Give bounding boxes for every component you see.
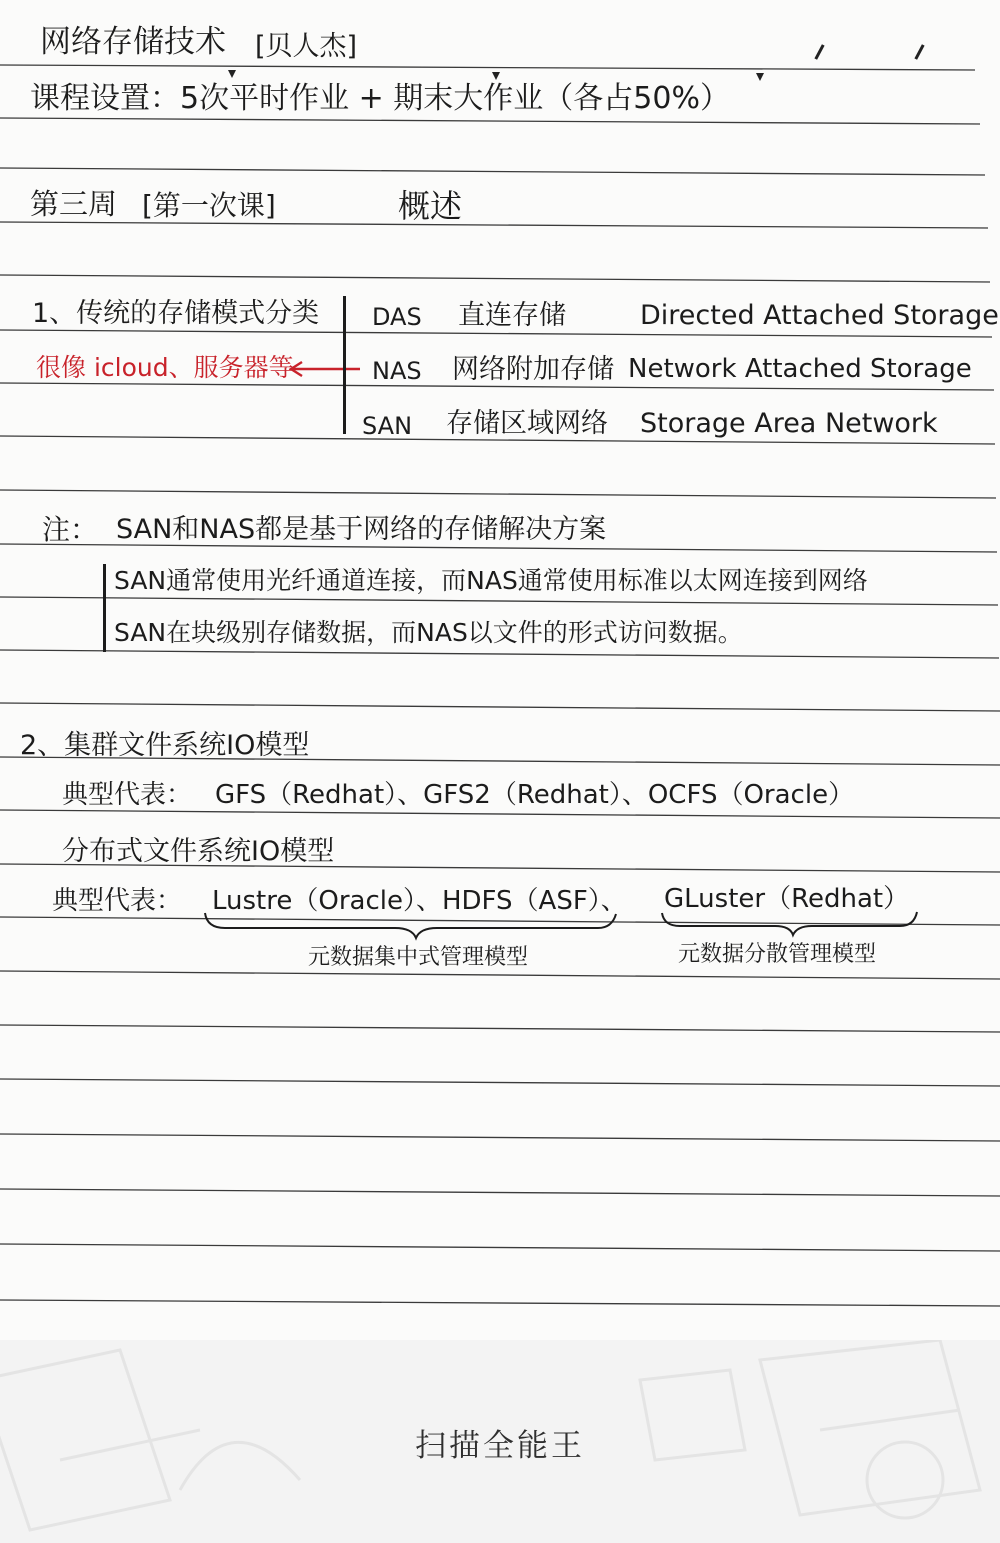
mode-en: Directed Attached Storage [640, 300, 999, 331]
note-line: SAN在块级别存储数据，而NAS以文件的形式访问数据。 [114, 618, 743, 647]
caption-distributed: 元数据分散管理模型 [678, 942, 877, 967]
mode-cn: 存储区域网络 [446, 408, 608, 439]
mode-en: Network Attached Storage [628, 354, 972, 384]
class-tag: [第一次课] [142, 189, 276, 222]
mode-en: Storage Area Network [640, 408, 938, 439]
mode-cn: 直连存储 [458, 300, 566, 331]
typical-label: 典型代表： [62, 780, 193, 810]
mode-abbr: SAN [362, 412, 413, 440]
scanner-watermark-footer [0, 1340, 1000, 1543]
note-title-tag: [贝人杰] [255, 31, 358, 62]
typical-examples: Lustre（Oracle）、HDFS（ASF）、 [212, 886, 627, 916]
app-name: 扫描全能王 [415, 1428, 585, 1464]
mode-cn: 网络附加存储 [452, 354, 614, 385]
note-line: SAN通常使用光纤通道连接，而NAS通常使用标准以太网连接到网络 [114, 566, 868, 595]
note-line: SAN和NAS都是基于网络的存储解决方案 [116, 514, 607, 545]
caption-centralized: 元数据集中式管理模型 [308, 945, 529, 970]
section1-annotation: 很像 icloud、服务器等 [36, 353, 294, 382]
note-bracket [103, 564, 106, 652]
topic-heading: 概述 [398, 187, 463, 225]
course-setting: 课程设置：5次平时作业 + 期末大作业（各占50%） [30, 81, 730, 116]
typical-examples: GLuster（Redhat） [664, 884, 910, 914]
section2-label: 2、集群文件系统IO模型 [20, 730, 310, 761]
note-label: 注： [42, 513, 99, 546]
week-heading: 第三周 [30, 187, 118, 221]
typical-label: 典型代表： [52, 886, 183, 916]
note-title: 网络存储技术 [40, 24, 226, 60]
mode-abbr: DAS [372, 303, 422, 331]
mode-abbr: NAS [372, 357, 422, 385]
section1-label: 1、传统的存储模式分类 [32, 298, 320, 329]
typical-examples: GFS（Redhat）、GFS2（Redhat）、OCFS（Oracle） [215, 780, 855, 810]
bracket [343, 296, 346, 434]
distributed-heading: 分布式文件系统IO模型 [62, 836, 335, 867]
